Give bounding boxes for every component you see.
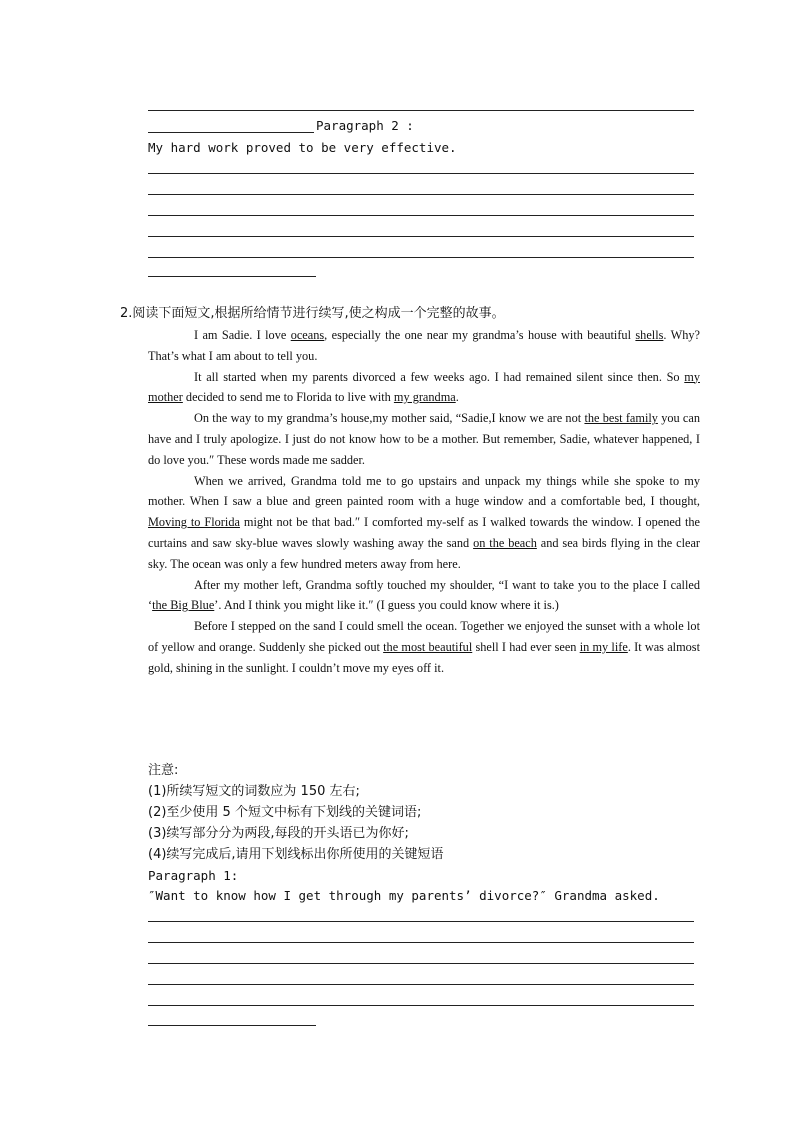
story-text: , especially the one near my grandma’s house with beautiful bbox=[324, 328, 636, 342]
writing-line-short bbox=[148, 132, 314, 133]
key-phrase: oceans bbox=[290, 328, 325, 342]
notes-block bbox=[148, 760, 444, 865]
paragraph2-label: Paragraph 2 : bbox=[316, 118, 414, 133]
key-phrase: Moving to Florida bbox=[148, 515, 240, 530]
story-text: . Why? That’s what I am about to tell you. bbox=[148, 328, 701, 363]
story-paragraph bbox=[148, 575, 700, 617]
note-item: (3)续写部分分为两段,每段的开头语已为你好; bbox=[148, 826, 409, 841]
writing-line-short bbox=[148, 276, 316, 277]
key-phrase: the Big Blue bbox=[152, 598, 215, 613]
story-text: and sea birds flying in the clear sky. The ocean was only a few hundred meters away from here. bbox=[148, 535, 701, 571]
story-text: . It was almost gold, shining in the sunlight. I couldn’t move my eyes off it. bbox=[148, 639, 700, 675]
story-text: Before I stepped on the sand I could smell the ocean. Together we enjoyed the sunset with a whole lot of yellow and orange. Suddenly she picked out bbox=[148, 619, 700, 654]
paragraph1-label: Paragraph 1: bbox=[148, 868, 239, 883]
story-text: ’. And I think you might like it.″ (I guess you could know where it is.) bbox=[214, 598, 559, 613]
key-phrase: the best family bbox=[584, 411, 658, 426]
story-text: . bbox=[455, 390, 459, 405]
key-phrase: the most beautiful bbox=[383, 639, 473, 654]
story-paragraph bbox=[148, 325, 700, 367]
note-item: (2)至少使用 5 个短文中标有下划线的关键词语; bbox=[148, 805, 422, 820]
writing-line bbox=[148, 236, 694, 237]
story-text: decided to send me to Florida to live with bbox=[182, 390, 394, 405]
key-phrase: my mother bbox=[148, 369, 700, 405]
story-paragraph bbox=[148, 408, 700, 470]
writing-line bbox=[148, 257, 694, 258]
key-phrase: shells bbox=[635, 328, 664, 342]
story-text: When we arrived, Grandma told me to go upstairs and unpack my things while she spoke to my mother. When I saw a blue and green painted room with a huge window and a comfortable bed, I thought, bbox=[148, 473, 700, 509]
writing-line bbox=[148, 215, 694, 216]
writing-line bbox=[148, 1005, 694, 1006]
note-item: (1)所续写短文的词数应为 150 左右; bbox=[148, 784, 360, 799]
question-title: 2.阅读下面短文,根据所给情节进行续写,使之构成一个完整的故事。 bbox=[120, 306, 505, 321]
story-text: After my mother left, Grandma softly touched my shoulder, “I want to take you to the place I called ‘ bbox=[148, 577, 700, 613]
story-text: shell I had ever seen bbox=[472, 639, 580, 654]
story-text: might not be that bad.″ I comforted my-self as I walked towards the window. I opened the curtains and saw sky-blue waves slowly washing away the sand bbox=[148, 515, 700, 550]
writing-line bbox=[148, 942, 694, 943]
writing-line bbox=[148, 963, 694, 964]
story-paragraph bbox=[148, 471, 700, 575]
writing-line-short bbox=[148, 1025, 316, 1026]
writing-line bbox=[148, 984, 694, 985]
story-paragraph bbox=[148, 367, 700, 409]
story-paragraph bbox=[148, 616, 700, 678]
story-text: I am Sadie. I love bbox=[194, 328, 291, 342]
paragraph2-opening: My hard work proved to be very effective. bbox=[148, 140, 457, 155]
story-passage bbox=[148, 325, 700, 679]
notes-title: 注意: bbox=[148, 763, 179, 778]
story-text: On the way to my grandma’s house,my mother said, “Sadie,I know we are not bbox=[194, 411, 585, 426]
writing-line bbox=[148, 194, 694, 195]
key-phrase: in my life bbox=[579, 639, 628, 654]
writing-line bbox=[148, 921, 694, 922]
key-phrase: my grandma bbox=[393, 390, 456, 405]
writing-line bbox=[148, 110, 694, 111]
key-phrase: on the beach bbox=[473, 535, 537, 550]
note-item: (4)续写完成后,请用下划线标出你所使用的关键短语 bbox=[148, 847, 444, 862]
story-text: It all started when my parents divorced a few weeks ago. I had remained silent since then. So bbox=[194, 369, 685, 384]
story-text: you can have and I truly apologize. I just do not know how to be a mother. But remember, Sadie, whatever happened, I do love you.″ These words made me sadder. bbox=[148, 411, 700, 467]
writing-line bbox=[148, 173, 694, 174]
paragraph1-opening: ″Want to know how I get through my parents’ divorce?″ Grandma asked. bbox=[148, 888, 660, 903]
